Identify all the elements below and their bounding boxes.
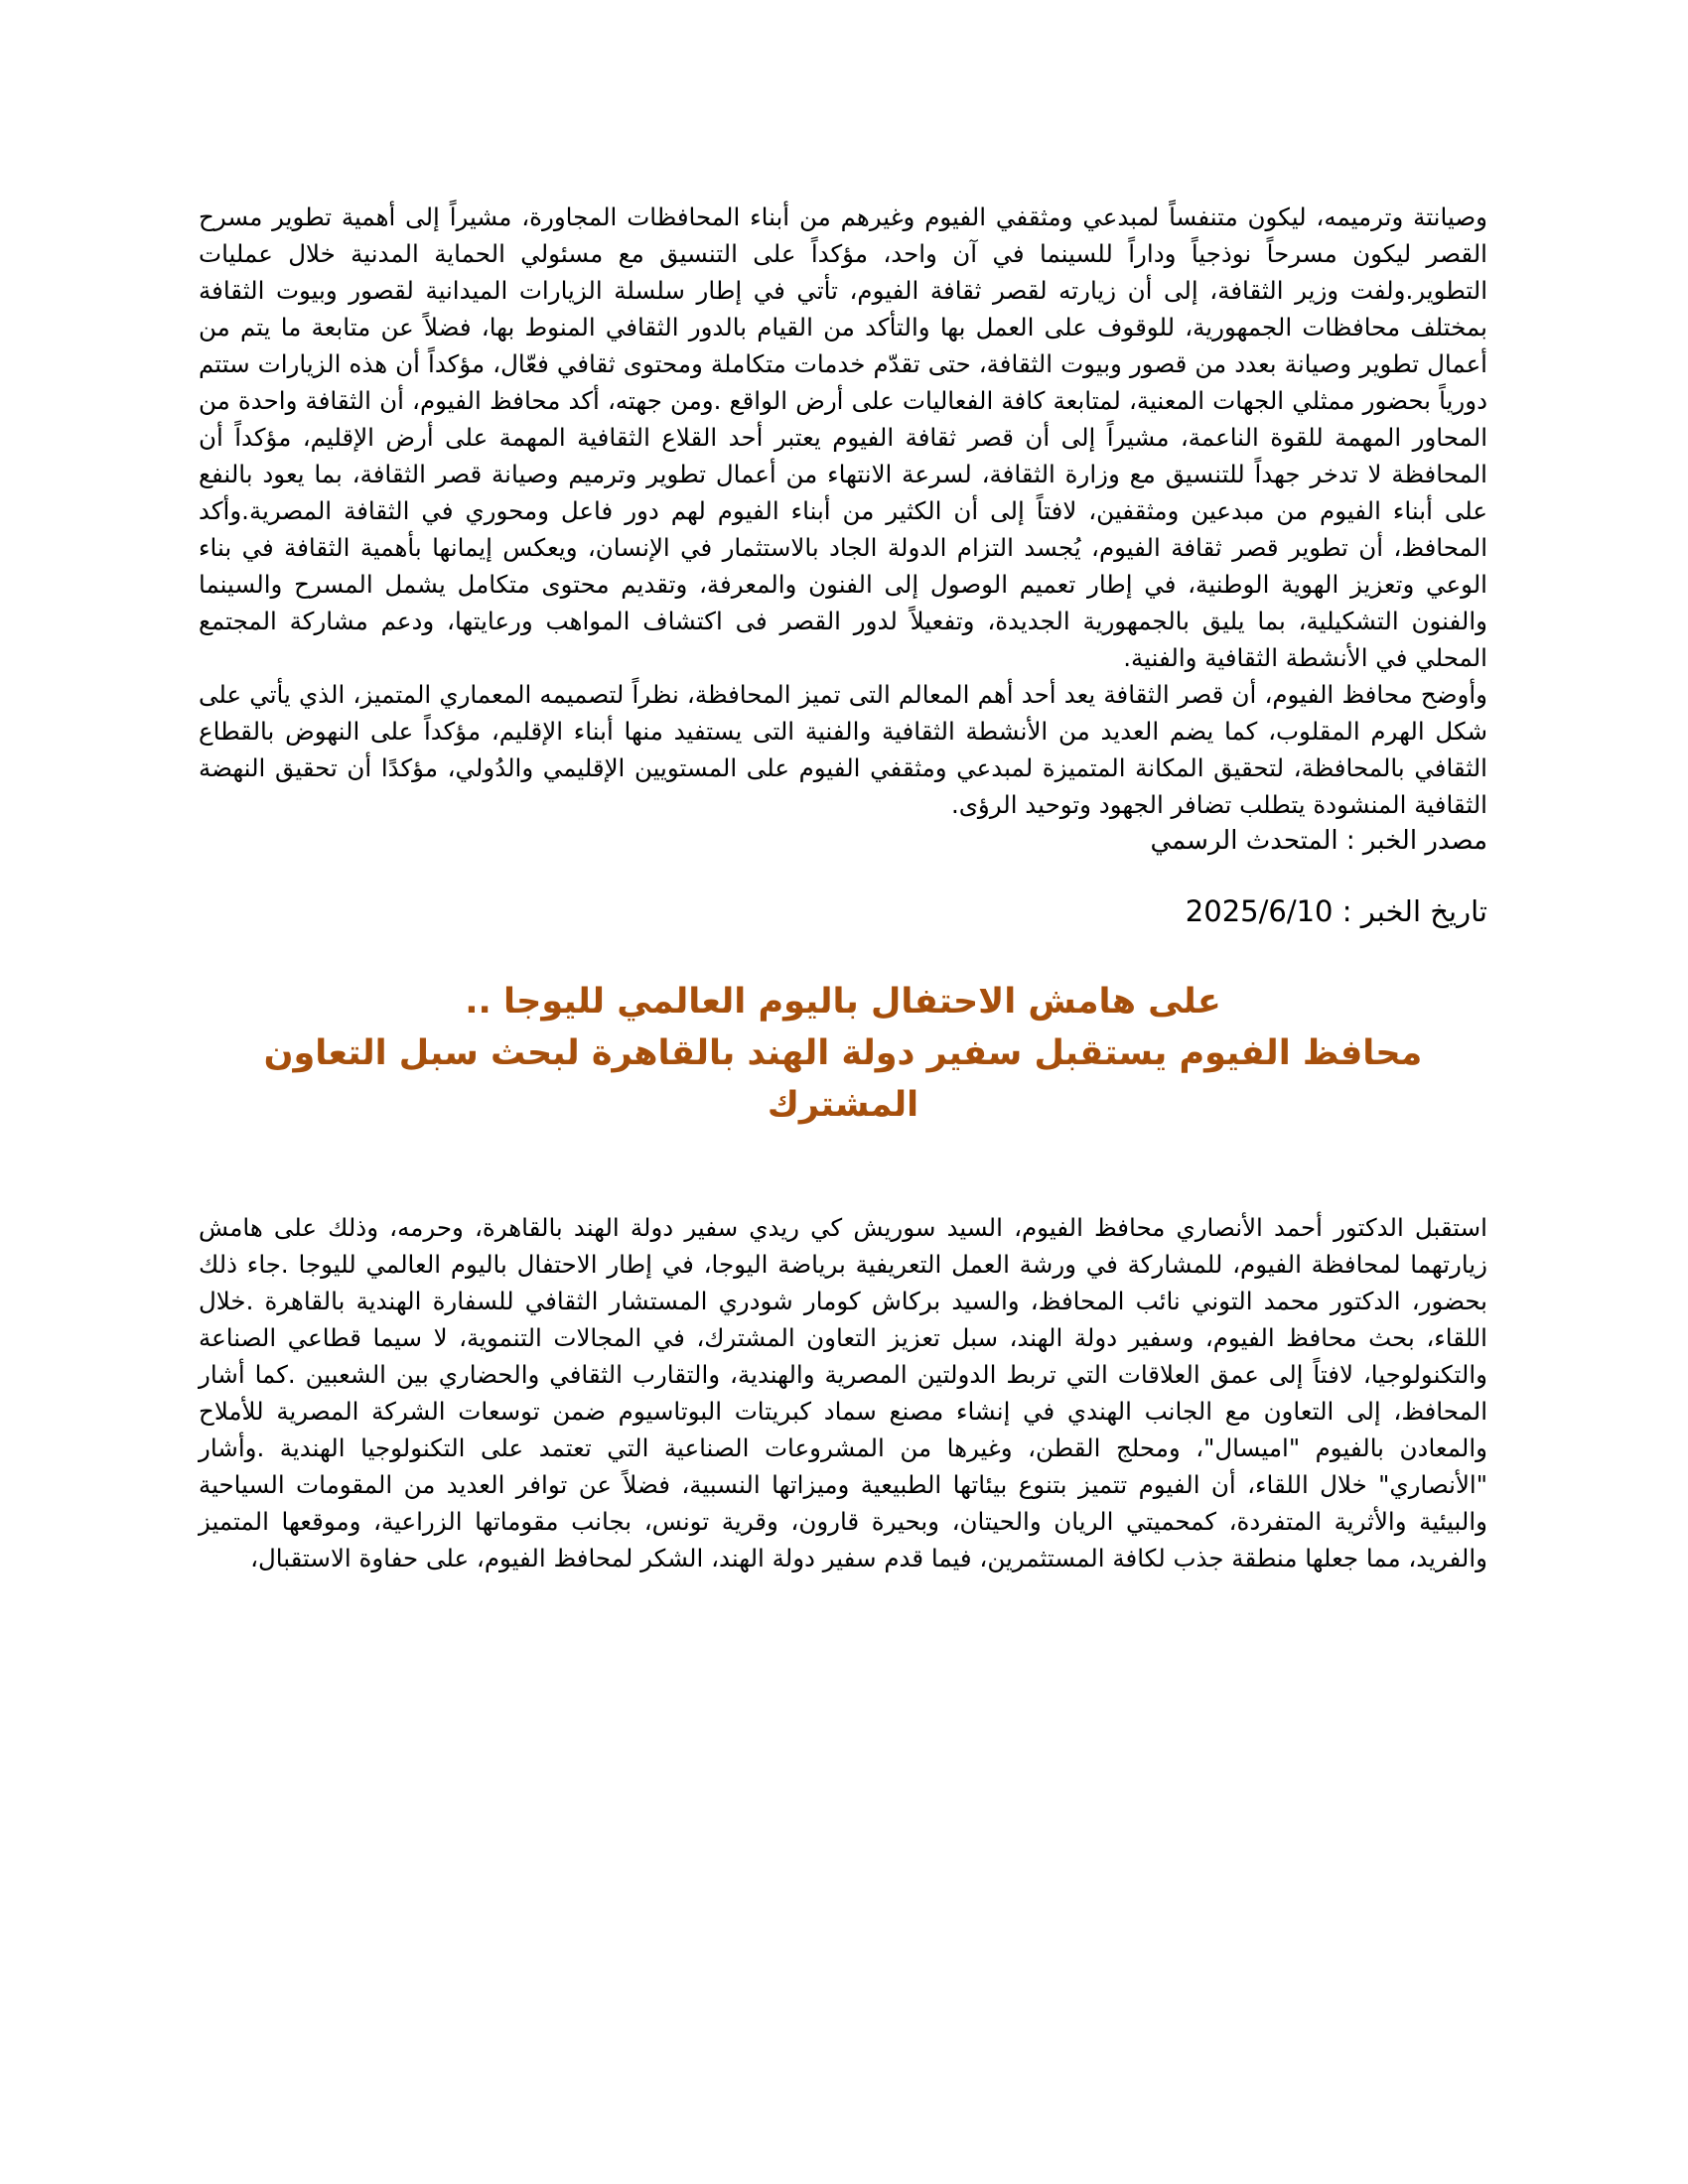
- headline-line-2: محافظ الفيوم يستقبل سفير دولة الهند بالقاهرة لبحث سبل التعاون المشترك: [263, 1033, 1423, 1125]
- article-paragraph: وصيانتة وترميمه، ليكون متنفساً لمبدعي ومثقفي الفيوم وغيرهم من أبناء المحافظات المجاورة، مشيراً إلى أهمية تطوير مسرح القصر ليكون مسرحاً نوذجياً وداراً للسينما في آن واحد، مؤكداً على التنسيق مع مسئولي الحماية المدنية خلال عمليات التطوير.ولفت وزير الثقافة، إلى أن زيارته لقصر ثقافة الفيوم، تأتي في إطار سلسلة الزيارات الميدانية لقصور وبيوت الثقافة بمختلف محافظات الجمهورية، للوقوف على العمل بها والتأكد من القيام بالدور الثقافي المنوط بها، فضلاً عن متابعة ما يتم من أعمال تطوير وصيانة بعدد من قصور وبيوت الثقافة، حتى تقدّم خدمات متكاملة ومحتوى ثقافي فعّال، مؤكداً أن هذه الزيارات ستتم دورياً بحضور ممثلي الجهات المعنية، لمتابعة كافة الفعاليات على أرض الواقع .ومن جهته، أكد محافظ الفيوم، أن الثقافة واحدة من المحاور المهمة للقوة الناعمة، مشيراً إلى أن قصر ثقافة الفيوم يعتبر أحد القلاع الثقافية المهمة على أرض الإقليم، مؤكداً أن المحافظة لا تدخر جهداً للتنسيق مع وزارة الثقافة، لسرعة الانتهاء من أعمال تطوير وترميم وصيانة قصر الثقافة، بما يعود بالنفع على أبناء الفيوم من مبدعين ومثقفين، لافتاً إلى أن الكثير من أبناء الفيوم لهم دور فاعل ومحوري في الثقافة المصرية.وأكد المحافظ، أن تطوير قصر ثقافة الفيوم، يُجسد التزام الدولة الجاد بالاستثمار في الإنسان، ويعكس إيمانها بأهمية الثقافة في بناء الوعي وتعزيز الهوية الوطنية، في إطار تعميم الوصول إلى الفنون والمعرفة، وتقديم محتوى متكامل يشمل المسرح والسينما والفنون التشكيلية، بما يليق بالجمهورية الجديدة، وتفعيلاً لدور القصر فى اكتشاف المواهب ورعايتها، ودعم مشاركة المجتمع المحلي في الأنشطة الثقافية والفنية.: [199, 203, 1487, 672]
- document-page: [199, 199, 1487, 1576]
- headline-line-1: على هامش الاحتفال باليوم العالمي لليوجا ..: [465, 982, 1221, 1022]
- article-headline: [199, 976, 1487, 1131]
- article-paragraph: وأوضح محافظ الفيوم، أن قصر الثقافة يعد أحد أهم المعالم التى تميز المحافظة، نظراً لتصميمه المعماري المتميز، الذي يأتي على شكل الهرم المقلوب، كما يضم العديد من الأنشطة الثقافية والفنية التى يستفيد منها أبناء الإقليم، مؤكداً على النهوض بالقطاع الثقافي بالمحافظة، لتحقيق المكانة المتميزة لمبدعي ومثقفي الفيوم على المستويين الإقليمي والدُولي، مؤكدًا أن تحقيق النهضة الثقافية المنشودة يتطلب تضافر الجهود وتوحيد الرؤى.: [199, 680, 1487, 819]
- news-date: تاريخ الخبر : 2025/6/10: [1185, 894, 1487, 928]
- article-paragraph: استقبل الدكتور أحمد الأنصاري محافظ الفيوم، السيد سوريش كي ريدي سفير دولة الهند بالقاهرة، وحرمه، وذلك على هامش زيارتهما لمحافظة الفيوم، للمشاركة في ورشة العمل التعريفية برياضة اليوجا، في إطار الاحتفال باليوم العالمي لليوجا .جاء ذلك بحضور، الدكتور محمد التوني نائب المحافظ، والسيد بركاش كومار شودري المستشار الثقافي للسفارة الهندية بالقاهرة .خلال اللقاء، بحث محافظ الفيوم، وسفير دولة الهند، سبل تعزيز التعاون المشترك، في المجالات التنموية، لا سيما قطاعي الصناعة والتكنولوجيا، لافتاً إلى عمق العلاقات التي تربط الدولتين المصرية والهندية، والتقارب الثقافي والحضاري بين الشعبين .كما أشار المحافظ، إلى التعاون مع الجانب الهندي في إنشاء مصنع سماد كبريتات البوتاسيوم ضمن توسعات الشركة المصرية للأملاح والمعادن بالفيوم "اميسال"، ومحلج القطن، وغيرها من المشروعات الصناعية التي تعتمد على التكنولوجيا الهندية .وأشار "الأنصاري" خلال اللقاء، أن الفيوم تتميز بتنوع بيئاتها الطبيعية وميزاتها النسبية، فضلاً عن توافر العديد من المقومات السياحية والبيئية والأثرية المتفردة، كمحميتي الريان والحيتان، وبحيرة قارون، وقرية تونس، بجانب مقوماتها الزراعية، وموقعها المتميز والفريد، مما جعلها منطقة جذب لكافة المستثمرين، فيما قدم سفير دولة الهند، الشكر لمحافظ الفيوم، على حفاوة الاستقبال،: [199, 1213, 1487, 1572]
- news-source: مصدر الخبر : المتحدث الرسمي: [1150, 826, 1487, 856]
